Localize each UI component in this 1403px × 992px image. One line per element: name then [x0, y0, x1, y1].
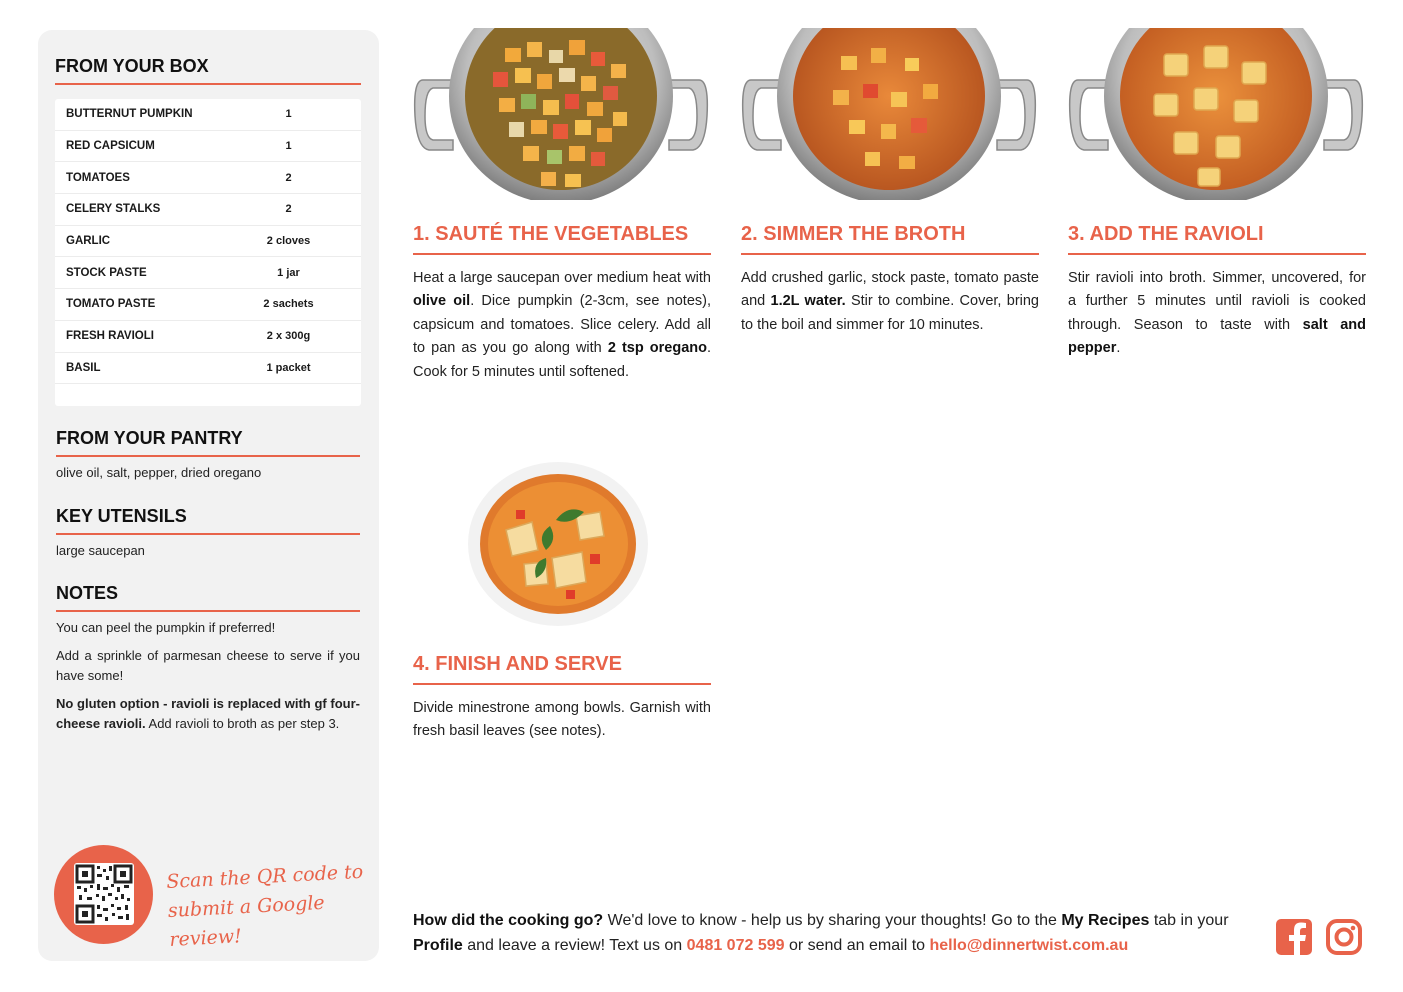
step-4-title: 4. FINISH AND SERVE — [413, 653, 711, 685]
note-peel-pumpkin: You can peel the pumpkin if preferred! — [56, 620, 276, 635]
footer-phone-link[interactable]: 0481 072 599 — [686, 937, 785, 954]
footer-question: How did the cooking go? — [413, 912, 604, 929]
step-bold-text: olive oil — [413, 293, 471, 310]
step-1-body — [413, 267, 711, 384]
from-your-box-title: FROM YOUR BOX — [55, 56, 361, 85]
notes-title: NOTES — [56, 583, 360, 612]
box-ingredient-row — [55, 321, 361, 353]
notes-body — [56, 618, 360, 742]
footer-text-2: tab in your — [1149, 912, 1229, 929]
ingredient-name: TOMATOES — [66, 171, 130, 184]
qr-review-cta — [166, 858, 370, 955]
step-text: . Dice pumpkin (2-3cm, see notes), capsicum and tomatoes. Slice celery. Add all to pan as you go along with — [413, 293, 711, 357]
qr-cta-line-2: submit a Google review! — [167, 891, 326, 951]
box-ingredient-row — [55, 162, 361, 194]
qr-code-badge[interactable] — [54, 845, 153, 944]
utensils-text: large saucepan — [56, 543, 145, 558]
step-text: Stir to combine. Cover, bring to the boil and simmer for 10 minutes. — [741, 293, 1039, 333]
step-text: . — [1116, 340, 1121, 357]
from-your-pantry-title: FROM YOUR PANTRY — [56, 428, 360, 457]
instagram-icon[interactable] — [1325, 918, 1363, 956]
note-gluten-free-rest: Add ravioli to broth as per step 3. — [145, 716, 340, 731]
step-3-title: 3. ADD THE RAVIOLI — [1068, 223, 1366, 255]
footer-text-1: We'd love to know - help us by sharing your thoughts! Go to the — [603, 912, 1062, 929]
box-ingredient-row — [55, 99, 361, 131]
review-footer — [413, 908, 1263, 958]
step-1-title: 1. SAUTÉ THE VEGETABLES — [413, 223, 711, 255]
box-ingredients-table — [55, 99, 361, 406]
key-utensils-title: KEY UTENSILS — [56, 506, 360, 535]
box-ingredient-row — [55, 289, 361, 321]
footer-text-4: or send an email to — [784, 937, 930, 954]
qr-cta-line-1: Scan the QR code to — [165, 860, 364, 894]
box-ingredient-row — [55, 194, 361, 226]
step-3-pot-image — [1068, 28, 1364, 200]
step-2-title: 2. SIMMER THE BROTH — [741, 223, 1039, 255]
step-bold-text: 2 tsp oregano — [607, 340, 707, 357]
ingredient-name: TOMATO PASTE — [66, 298, 156, 311]
ingredient-quantity: 2 — [285, 203, 292, 216]
step-text: . Cook for 5 minutes until softened. — [413, 340, 712, 380]
qr-code-icon — [74, 863, 134, 925]
ingredient-quantity: 2 sachets — [263, 298, 314, 311]
note-parmesan: Add a sprinkle of parmesan cheese to serve if you have some! — [56, 648, 360, 683]
box-ingredient-row — [55, 131, 361, 163]
box-ingredient-row — [55, 353, 361, 385]
ingredient-quantity: 1 — [285, 108, 292, 121]
step-text: Divide minestrone among bowls. Garnish with fresh basil leaves (see notes). — [413, 700, 711, 740]
step-bold-text: 1.2L water. — [770, 293, 846, 310]
step-text: Stir ravioli into broth. Simmer, uncovered, for a further 5 minutes until ravioli is cooked through. Season to taste with — [1068, 270, 1366, 333]
ingredient-quantity: 2 cloves — [266, 235, 311, 248]
ingredient-quantity: 1 — [285, 140, 292, 153]
note-gluten-free-bold: No gluten option - ravioli is replaced with gf four-cheese ravioli. — [56, 696, 360, 731]
facebook-icon[interactable] — [1275, 918, 1313, 956]
footer-profile: Profile — [413, 937, 463, 954]
ingredient-name: STOCK PASTE — [66, 266, 147, 279]
ingredient-name: BASIL — [66, 361, 101, 374]
ingredient-quantity: 1 packet — [266, 361, 311, 374]
pantry-items-text: olive oil, salt, pepper, dried oregano — [56, 465, 262, 480]
ingredient-name: BUTTERNUT PUMPKIN — [66, 108, 193, 121]
step-2-pot-image — [741, 28, 1037, 200]
ingredients-sidebar — [38, 30, 379, 961]
footer-text-3: and leave a review! Text us on — [462, 937, 687, 954]
footer-my-recipes: My Recipes — [1061, 912, 1150, 929]
ingredient-quantity: 2 x 300g — [266, 330, 311, 343]
note-gluten-free — [56, 694, 360, 734]
ingredient-name: FRESH RAVIOLI — [66, 330, 154, 343]
ingredient-quantity: 2 — [285, 171, 292, 184]
step-1-pot-image — [413, 28, 709, 200]
ingredient-name: RED CAPSICUM — [66, 140, 155, 153]
step-text: Heat a large saucepan over medium heat with — [413, 270, 711, 286]
step-4-body — [413, 697, 711, 744]
ingredient-quantity: 1 jar — [277, 266, 300, 279]
step-2-body — [741, 267, 1039, 337]
box-ingredient-row — [55, 226, 361, 258]
step-3-body — [1068, 267, 1366, 361]
step-text: Add crushed garlic, stock paste, tomato paste and — [741, 270, 1039, 310]
step-bold-text: salt and pepper — [1068, 316, 1367, 357]
box-ingredient-row — [55, 257, 361, 289]
ingredient-name: CELERY STALKS — [66, 203, 161, 216]
ingredient-name: GARLIC — [66, 235, 111, 248]
footer-email-link[interactable]: hello@dinnertwist.com.au — [929, 937, 1129, 954]
step-4-bowl-image — [466, 460, 650, 628]
